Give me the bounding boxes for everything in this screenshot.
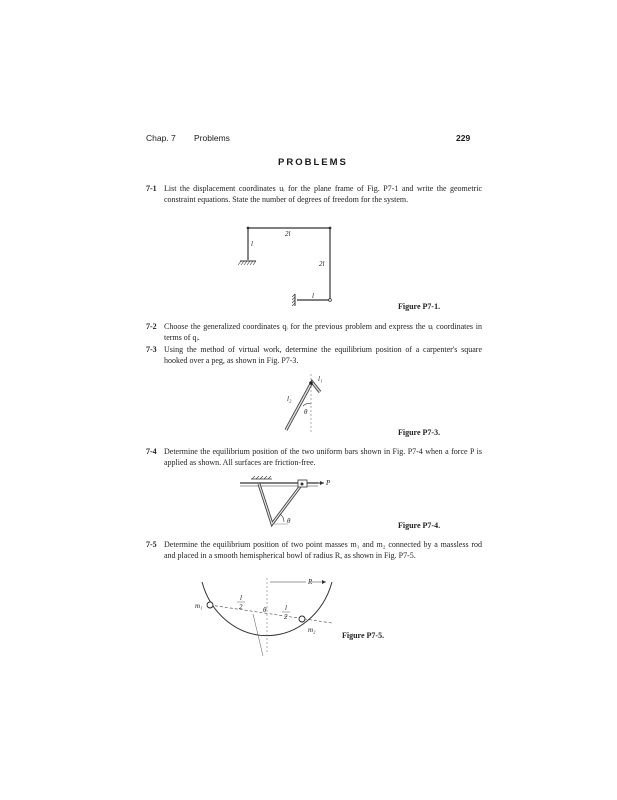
label-radius: R <box>308 578 313 586</box>
problem-7-2 <box>146 321 482 343</box>
label-half-left-num: l <box>240 594 242 602</box>
page-title: PROBLEMS <box>278 157 348 168</box>
problem-text: Determine the equilibrium position of the two uniform bars shown in Fig. P7-4 when a force P is applied as shown. All surfaces are friction-free. <box>164 447 482 467</box>
label-theta: θ <box>304 408 308 416</box>
problem-7-4 <box>146 446 482 468</box>
problem-number: 7-5 <box>146 540 157 549</box>
label-m1: m₁ <box>195 602 203 610</box>
label-l2: l₂ <box>287 395 292 403</box>
label-bottom: l <box>312 292 314 300</box>
label-left: l <box>251 240 253 248</box>
label-top: 2l <box>285 230 291 238</box>
figure-caption: Figure P7-1. <box>398 302 441 311</box>
label-half-left-den: 2 <box>239 603 243 611</box>
figure-p7-3 <box>270 368 360 440</box>
label-half-right-den: 2 <box>284 613 288 621</box>
problem-7-1 <box>146 183 482 217</box>
problem-7-5 <box>146 539 482 573</box>
figure-p7-5 <box>196 576 346 662</box>
figure-p7-4 <box>238 474 348 534</box>
section-label: Problems <box>194 133 230 143</box>
label-l1: l₁ <box>318 375 323 383</box>
problem-text: Choose the generalized coordinates qᵢ for the previous problem and express the uᵢ coordinates in terms of qᵢ. <box>164 322 482 342</box>
chapter-label: Chap. 7 <box>146 133 176 143</box>
figure-p7-1 <box>235 222 395 312</box>
problem-number: 7-3 <box>146 345 157 354</box>
figure-caption: Figure P7-5. <box>342 631 385 640</box>
label-right: 2l <box>319 260 325 268</box>
figure-caption: Figure P7-3. <box>398 428 441 437</box>
problem-text: List the displacement coordinates uᵢ for the plane frame of Fig. P7-1 and write the geometric constraint equations. State the number of degrees of freedom for the system. <box>164 184 482 204</box>
problem-number: 7-1 <box>146 184 157 193</box>
label-half-right-num: l <box>285 604 287 612</box>
label-theta: θ <box>287 517 291 525</box>
problem-text: Using the method of virtual work, determine the equilibrium position of a carpenter's square hooked over a peg, as shown in Fig. P7-3. <box>164 345 482 365</box>
figure-caption: Figure P7-4. <box>398 521 441 530</box>
problem-7-3 <box>146 344 482 366</box>
problem-text: Determine the equilibrium position of two point masses m₁ and m₂ connected by a massless rod and placed in a smooth hemispherical bowl of radius R, as shown in Fig. P7-5. <box>164 540 482 560</box>
page-number: 229 <box>456 133 471 143</box>
problem-number: 7-2 <box>146 322 157 331</box>
label-theta: θ <box>263 606 267 614</box>
label-force: P <box>326 479 331 487</box>
label-m2: m₂ <box>308 626 316 634</box>
problem-number: 7-4 <box>146 447 157 456</box>
